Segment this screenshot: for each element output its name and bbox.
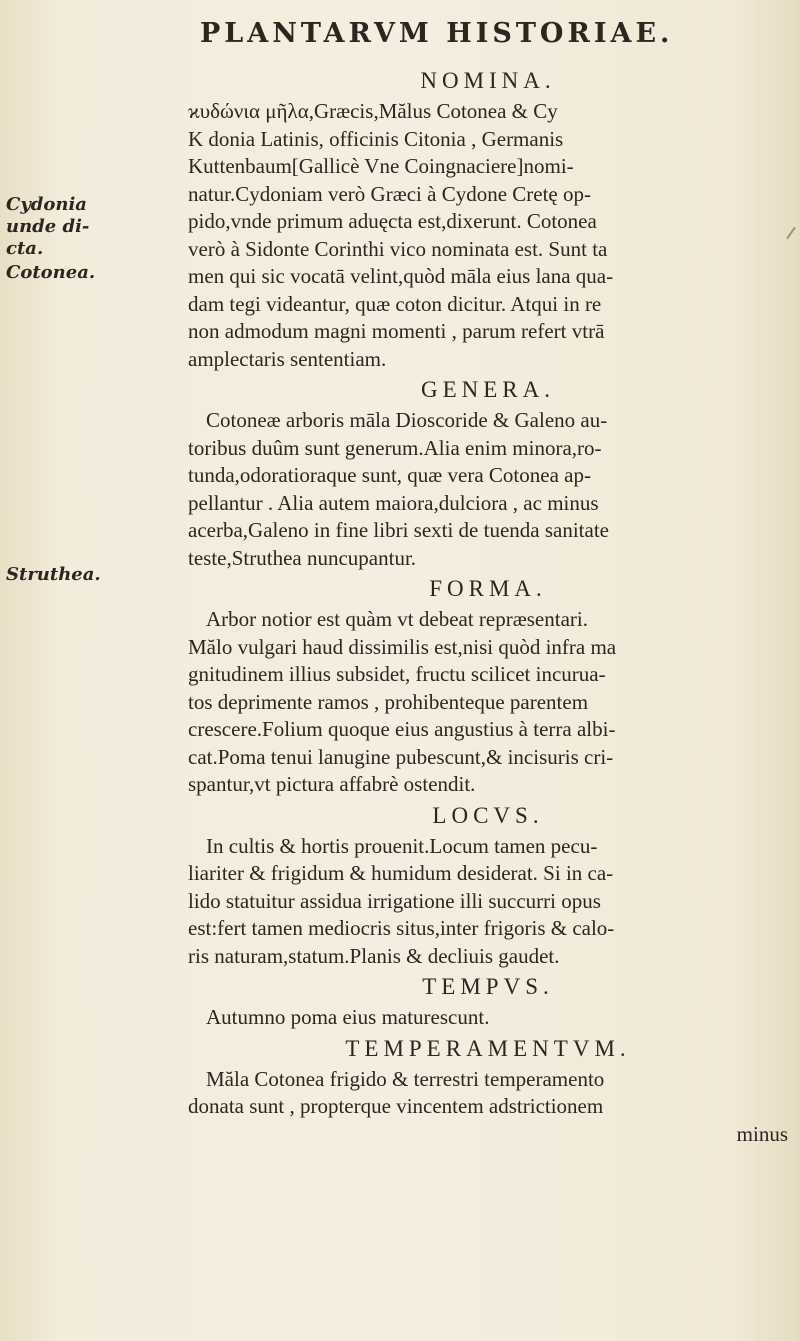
text-line: non admodum magni momenti , parum refert vtrā [188, 319, 605, 343]
text-line: men qui sic vocatā velint,quòd māla eius lana qua- [188, 264, 614, 288]
margin-note-cotonea: Cotonea. [6, 262, 96, 283]
text-line: toribus duûm sunt generum.Alia enim minora,ro- [188, 435, 602, 460]
section-heading: FORMA. [429, 576, 547, 601]
section-heading: TEMPVS. [422, 974, 554, 999]
text-line: Arbor notior est quàm vt debeat repræsentari. [206, 607, 588, 631]
section-heading: GENERA. [420, 377, 556, 402]
text-line: tunda,odoratioraque sunt, quæ vera Cotonea ap- [188, 463, 591, 487]
running-title: PLANTARVM HISTORIAE. [200, 18, 674, 49]
text-line: lido statuitur assidua irrigatione illi succurri opus [188, 888, 601, 913]
text-line: liariter & frigidum & humidum desiderat. Si in ca- [188, 861, 614, 885]
text-line: acerba,Galeno in fine libri sexti de tuenda sanitate [188, 518, 609, 542]
margin-note-struthea: Struthea. [6, 564, 101, 585]
text-line: verò à Sidonte Corinthi vico nominata est. Sunt ta [188, 236, 608, 261]
margin-note-line: cta. [6, 238, 44, 259]
text-line: natur.Cydoniam verò Græci à Cydone Cretę op- [188, 181, 591, 206]
text-line: gnitudinem illius subsidet, fructu scilicet incurua- [188, 662, 606, 686]
text-line: ris naturam,statum.Planis & decliuis gaudet. [188, 943, 560, 968]
text-line: minus [736, 1121, 788, 1146]
text-line: spantur,vt pictura affabrè ostendit. [188, 772, 476, 796]
section-heading: NOMINA. [420, 68, 556, 93]
text-line: amplectaris sententiam. [188, 346, 387, 371]
text-line: ϰυδώνια μῆλα,Græcis,Mălus Cotonea & Cy [188, 99, 558, 123]
text-line: est:fert tamen mediocris situs,inter frigoris & calo- [188, 916, 615, 940]
text-line: crescere.Folium quoque eius angustius à terra albi- [188, 717, 616, 741]
margin-note-line: unde di- [6, 216, 90, 237]
section-heading: LOCVS. [432, 802, 544, 828]
text-line: K donia Latinis, officinis Citonia , Germanis [188, 126, 564, 151]
margin-note-cydonia [6, 194, 89, 260]
section-heading: TEMPERAMENTVM. [345, 1035, 631, 1061]
text-line: donata sunt , propterque vincentem adstrictionem [188, 1094, 604, 1118]
text-line: dam tegi videantur, quæ coton dicitur. Atqui in re [188, 291, 602, 316]
text-line: pido,vnde primum aduęcta est,dixerunt. Cotonea [188, 209, 597, 233]
text-line: Autumno poma eius maturescunt. [206, 1005, 490, 1029]
margin-note-line: Cydonia [6, 194, 87, 215]
main-text [188, 64, 788, 1148]
text-line: In cultis & hortis prouenit.Locum tamen pecu- [206, 833, 598, 858]
text-line: tos deprimente ramos , prohibenteque parentem [188, 689, 589, 714]
text-line: Măla Cotonea frigido & terrestri temperamento [206, 1066, 605, 1091]
text-line: pellantur . Alia autem maiora,dulciora , ac minus [188, 490, 599, 515]
text-line: cat.Poma tenui lanugine pubescunt,& incisuris cri- [188, 744, 614, 769]
text-line: Kuttenbaum[Gallicè Vne Coingnaciere]nomi- [188, 154, 574, 178]
text-line: Mălo vulgari haud dissimilis est,nisi quòd infra ma [188, 634, 617, 659]
text-line: Cotoneæ arboris māla Dioscoride & Galeno au- [206, 408, 608, 432]
text-line: teste,Struthea nuncupantur. [188, 545, 417, 570]
